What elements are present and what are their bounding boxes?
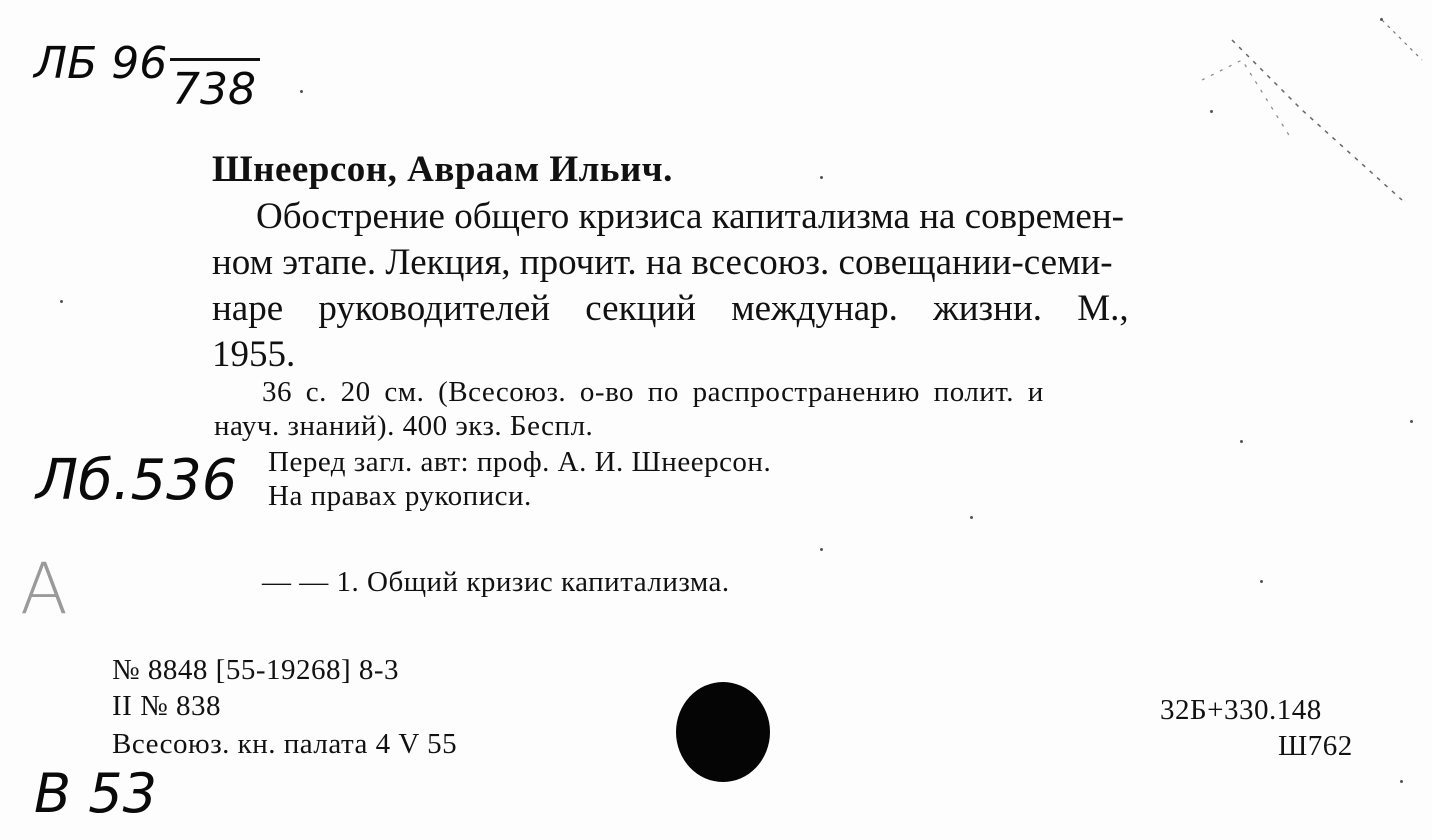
corner-scratch [1172, 0, 1432, 240]
speck [970, 516, 973, 519]
note-author-statement: Перед загл. авт: проф. А. И. Шнеерсон. [268, 446, 772, 478]
speck [1400, 780, 1403, 783]
handwritten-shelf-mark [34, 38, 167, 89]
faint-handwritten-mark: А [20, 548, 68, 630]
speck [1410, 420, 1413, 423]
speck [60, 300, 63, 303]
physical-description-cont: науч. знаний). 400 экз. Беспл. [214, 410, 594, 442]
footer-register-number: II № 838 [112, 690, 221, 722]
punch-hole [676, 682, 770, 782]
speck [820, 548, 823, 551]
speck [300, 90, 303, 93]
subject-heading: — — 1. Общий кризис капитализма. [262, 566, 730, 598]
title-line: Обострение общего кризиса капитализма на современ- [256, 196, 1124, 237]
speck [820, 176, 823, 179]
shelf-mark-prefix: ЛБ 96 [34, 38, 168, 89]
shelf-mark-number: 738 [172, 64, 256, 115]
footer-card-number: № 8848 [55-19268] 8-3 [112, 654, 400, 686]
speck [1260, 580, 1263, 583]
title-line: наре руководителей секций междунар. жизни. М., [212, 288, 1129, 329]
shelf-mark-rule [170, 58, 260, 61]
author-mark-code: Ш762 [1278, 730, 1353, 762]
handwritten-bottom-mark: В 53 [34, 762, 157, 825]
title-line: 1955. [212, 334, 296, 375]
author-heading: Шнеерсон, Авраам Ильич. [212, 149, 673, 190]
physical-description: 36 с. 20 см. (Всесоюз. о-во по распространению полит. и [262, 376, 1044, 408]
note-manuscript: На правах рукописи. [268, 480, 532, 512]
footer-chamber: Всесоюз. кн. палата 4 V 55 [112, 728, 458, 760]
speck [1240, 440, 1243, 443]
classification-code: 32Б+330.148 [1160, 694, 1322, 726]
title-line: ном этапе. Лекция, прочит. на всесоюз. совещании-семи- [212, 242, 1113, 283]
handwritten-side-mark: Лб.536 [36, 448, 238, 513]
